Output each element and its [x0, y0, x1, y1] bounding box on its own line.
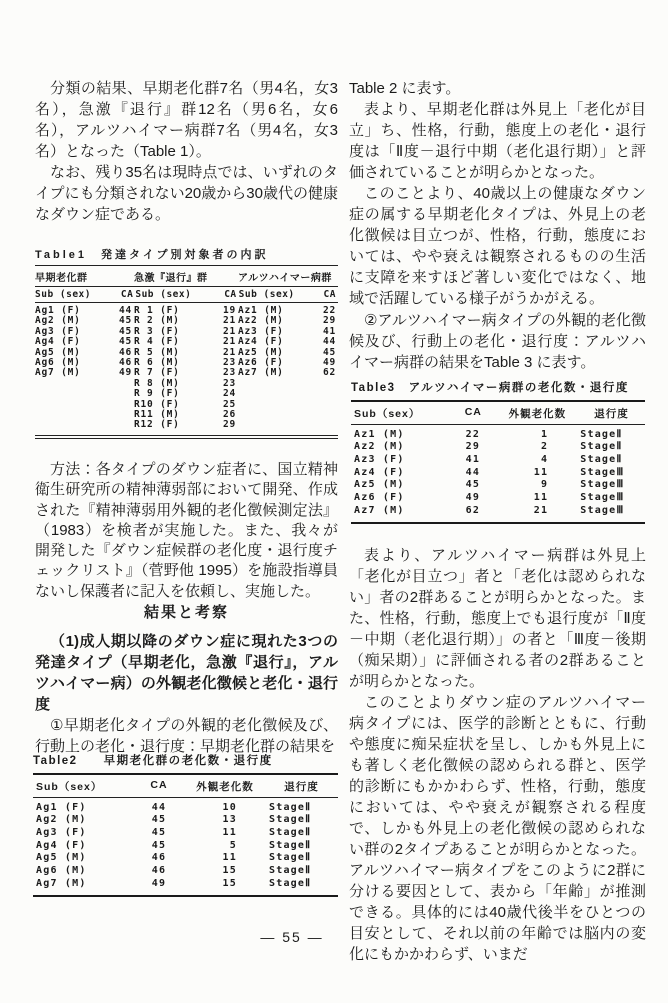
table-cell-sub: R 6 (M)	[134, 357, 180, 369]
table-cell-sub: Az6 (F)	[238, 357, 284, 369]
table-cell-stage: StageⅡ	[580, 441, 623, 453]
table-row	[351, 467, 645, 480]
table1-title: Table1 発達タイプ別対象者の内訳	[35, 249, 269, 261]
table1-subheader-row	[35, 287, 338, 303]
table-cell-ca: 24	[222, 388, 236, 400]
table-cell-ca: 29	[465, 441, 481, 453]
table-cell-ca: 23	[222, 357, 236, 369]
table-cell-sub: Ag4 (F)	[35, 336, 81, 348]
table-cell-sub: Az5 (M)	[238, 346, 284, 358]
column-header-sub: Sub (sex)	[135, 289, 192, 300]
table-cell-ca: 22	[322, 305, 336, 316]
table-cell-ca: 62	[465, 504, 481, 516]
table-cell-ca: 45	[465, 479, 481, 491]
table-cell-sub: Az1 (M)	[238, 305, 284, 316]
table-cell-ca: 45	[151, 839, 167, 851]
table-cell-sub: Az2 (M)	[354, 441, 405, 453]
table-cell-sub: R 7 (F)	[134, 367, 180, 379]
table-cell-aging-count: 21	[533, 504, 549, 516]
table-cell-ca: 45	[118, 315, 132, 327]
table-cell-sub: R12 (F)	[134, 419, 180, 431]
table-row	[351, 441, 645, 454]
table-cell-ca: 21	[222, 315, 236, 327]
column-header-sub: Sub (sex)	[238, 289, 295, 300]
table-cell-sub: Ag5 (M)	[35, 346, 81, 358]
table1-rows-early	[35, 303, 134, 435]
table-row	[33, 827, 338, 840]
table-cell-ca: 41	[465, 453, 481, 465]
method-paragraph: 方法：各タイプのダウン症者に、国立精神衛生研究所の精神薄弱部において開発、作成された『精神薄弱用外観的老化徴候測定法』（1983）を検者が実施した。また、我々が開発した『ダウン症候群の老化度・退行度チェックリスト』（菅野他 1995）を施設指導員ないし保護者に記入を依頼し、実施した。	[35, 461, 338, 600]
results-section-heading: 結果と考察	[143, 604, 229, 621]
table-cell-stage: StageⅡ	[269, 826, 312, 838]
table-cell-sub: Az2 (M)	[238, 315, 284, 327]
table-cell-sub: R 5 (M)	[134, 346, 180, 358]
column-header-ca: CA	[323, 289, 336, 300]
table-cell-ca: 49	[151, 877, 167, 889]
table-row	[351, 479, 645, 492]
table3	[351, 379, 645, 524]
table-cell-stage: StageⅡ	[580, 453, 623, 465]
table-cell-ca: 23	[222, 367, 236, 379]
table-cell-aging-count: 11	[222, 826, 237, 838]
table-cell-sub: R10 (F)	[134, 398, 180, 410]
table-cell-stage: StageⅢ	[580, 466, 625, 478]
table-cell-sub: Ag2 (M)	[35, 315, 81, 327]
table-cell-ca: 45	[118, 336, 132, 348]
table-cell-aging-count: 4	[541, 453, 549, 465]
table-cell-sub: R 2 (M)	[134, 315, 180, 327]
table-cell-stage: StageⅡ	[269, 852, 312, 864]
table2-rows	[33, 798, 338, 895]
table-cell-ca: 49	[322, 357, 336, 369]
table-cell-sub: Ag7 (M)	[36, 877, 87, 889]
table-cell-aging-count: 1	[541, 428, 549, 440]
table2-rule-bottom	[33, 895, 338, 897]
table-cell-ca: 21	[222, 336, 236, 348]
table-row	[351, 505, 645, 518]
table1-subheader-alzheimer	[239, 287, 338, 303]
table3-rows	[351, 425, 645, 522]
alzheimer-analysis-paragraph-2: このことよりダウン症のアルツハイマー病タイプには、医学的診断とともに、行動や態度に痴呆症状を呈し、しかも外見上にも著しく老化徴候の認められる群と、医学的診断にもかかわらず、性格，行動，態度においては、やや衰えが観察される程度で、しかも外見上の老化徴候の認められない群の2タイプあることが明らかとなった。アルツハイマー病タイプをこのように2群に分ける要因として、表から「年齢」が推測できる。具体的には40歳代後半をひとつの目安として、それ以前の年齢では脳内の変化にもかかわらず、いまだ	[349, 694, 646, 963]
table-cell-aging-count: 11	[533, 466, 549, 478]
column-header-ca: CA	[120, 289, 134, 300]
table-cell-sub: Ag3 (F)	[36, 826, 87, 838]
table-cell-sub: Az7 (M)	[238, 367, 284, 379]
left-column-intro	[35, 78, 338, 225]
continuation-paragraph: Table 2 に表す。	[349, 80, 461, 97]
alzheimer-analysis-paragraph-1: 表より、アルツハイマー病群は外見上「老化が目立つ」者と「老化は認められない」者の2群あることが明らかとなった。また、性格，行動，態度上でも退行度が「Ⅱ度－中期（老化退行期）」の者と「Ⅲ度－後期（痴呆期）」に評価される者の2群あることが明らかとなった。	[349, 547, 646, 690]
page-number: — 55 —	[260, 929, 324, 945]
table-row	[134, 420, 238, 430]
table-cell-sub: Az3 (F)	[238, 325, 284, 337]
table-cell-aging-count: 11	[533, 492, 549, 504]
result-type-heading-paragraph: （1)成人期以降のダウン症に現れた3つの発達タイプ（早期老化，急激『退行』，アルツハイマー病）の外観老化徴候と老化・退行度	[35, 633, 338, 713]
table-cell-sub: Az4 (F)	[354, 466, 405, 478]
table-cell-ca: 45	[322, 346, 336, 358]
table-cell-aging-count: 13	[222, 814, 237, 826]
table-row	[33, 814, 338, 827]
table-row	[351, 492, 645, 505]
table-cell-ca: 46	[118, 346, 132, 358]
table-cell-sub: Ag7 (M)	[35, 367, 81, 379]
column-header-regression-stage: 退行度	[594, 407, 629, 420]
column-header-aging-count: 外観老化数	[508, 407, 567, 420]
table-cell-stage: StageⅡ	[269, 839, 312, 851]
table1-group-name-regression: 急激『退行』群	[134, 272, 208, 284]
table1-group-name-alzheimer: アルツハイマー病群	[238, 272, 332, 284]
column-header-ca: CA	[150, 778, 168, 791]
column-header-ca: CA	[464, 405, 482, 418]
intro-paragraph-1: 分類の結果、早期老化群7名（男4名，女3名），急激『退行』群12名（男6名，女6名），アルツハイマー病群7名（男4名，女3名）となった（Table 1）。	[35, 80, 338, 160]
table-cell-ca: 46	[151, 852, 167, 864]
table2-title: Table2 早期老化群の老化数・退行度	[33, 755, 273, 767]
table-cell-aging-count: 9	[541, 479, 549, 491]
table-row	[33, 852, 338, 865]
table3-header-row	[351, 402, 645, 424]
table1	[35, 246, 338, 439]
table-cell-ca: 41	[322, 325, 336, 337]
table-cell-stage: StageⅢ	[580, 479, 625, 491]
table1-subheader-regression	[135, 287, 238, 303]
table-cell-ca: 22	[465, 428, 481, 440]
right-column-bottom	[349, 545, 646, 965]
table-cell-aging-count: 2	[541, 441, 549, 453]
table-row	[33, 878, 338, 891]
column-header-ca: CA	[224, 289, 237, 300]
table-cell-ca: 45	[118, 325, 132, 337]
table-cell-ca: 26	[222, 409, 236, 421]
table-cell-sub: R 3 (F)	[134, 325, 180, 337]
table-cell-sub: R11 (M)	[134, 409, 180, 421]
table-cell-sub: R 4 (F)	[134, 336, 180, 348]
table-cell-ca: 49	[465, 492, 481, 504]
table-cell-sub: Ag2 (M)	[36, 814, 87, 826]
table-cell-sub: Ag6 (M)	[35, 357, 81, 369]
left-column-results	[35, 631, 338, 757]
table-cell-aging-count: 11	[222, 852, 237, 864]
table-cell-stage: StageⅡ	[269, 801, 312, 813]
table-cell-ca: 23	[222, 377, 236, 389]
table-cell-sub: Ag3 (F)	[35, 325, 81, 337]
table-row	[351, 454, 645, 467]
table-cell-ca: 46	[151, 865, 167, 877]
right-column-top	[349, 78, 646, 309]
table1-group-name-early: 早期老化群	[35, 272, 88, 284]
table-cell-ca: 44	[465, 466, 481, 478]
table-cell-sub: Az5 (M)	[354, 479, 405, 491]
table-cell-ca: 46	[118, 357, 132, 369]
table-cell-ca: 29	[222, 419, 236, 431]
table1-subheader-early	[35, 287, 135, 303]
table2	[33, 752, 338, 897]
table-row	[33, 802, 338, 815]
table-cell-sub: Ag6 (M)	[36, 865, 87, 877]
left-column-method	[35, 460, 338, 602]
right-column-alzheimer-intro	[349, 310, 646, 373]
alzheimer-type-paragraph: ②アルツハイマー病タイプの外観的老化徴候及び、行動上の老化・退行度：アルツハイマー病群の結果をTable 3 に表す。	[349, 312, 646, 371]
table-row	[238, 368, 338, 378]
table-cell-stage: StageⅡ	[269, 865, 312, 877]
table1-rule-bottom	[35, 435, 338, 440]
table1-data-band	[35, 303, 338, 435]
table1-rows-alzheimer	[238, 303, 338, 435]
table1-group-header-row	[35, 266, 338, 286]
table1-rows-regression	[134, 303, 238, 435]
column-header-regression-stage: 退行度	[284, 780, 319, 793]
table-cell-stage: StageⅡ	[580, 428, 623, 440]
table-cell-sub: Az6 (F)	[354, 492, 405, 504]
table-cell-ca: 21	[222, 346, 236, 358]
early-aging-analysis-paragraph-1: 表より、早期老化群は外見上「老化が目立」ち、性格，行動，態度上の老化・退行度は「Ⅱ度－退行中期（老化退行期）」と評価されていることが明らかとなった。	[349, 101, 646, 181]
table-cell-aging-count: 15	[222, 865, 237, 877]
early-aging-analysis-paragraph-2: このことより、40歳以上の健康なダウン症の属する早期老化タイプは、外見上の老化徴候は目立つが、性格，行動，態度においては、やや衰えは観察されるものの生活に支障を来すほど著しい変化ではなく、地域で活躍している様子がうかがえる。	[349, 185, 646, 307]
column-header-sub: Sub（sex）	[36, 780, 103, 793]
column-header-sub: Sub (sex)	[35, 289, 91, 300]
table-cell-ca: 49	[118, 367, 132, 379]
table-cell-sub: Az1 (M)	[354, 428, 405, 440]
table-row	[35, 368, 134, 378]
column-header-aging-count: 外観老化数	[196, 780, 254, 793]
table-cell-ca: 21	[222, 325, 236, 337]
table-cell-sub: Az3 (F)	[354, 453, 405, 465]
table-cell-aging-count: 10	[222, 801, 237, 813]
early-aging-result-paragraph: ①早期老化タイプの外観的老化徴候及び、行動上の老化・退行度：早期老化群の結果を	[35, 717, 338, 755]
table-cell-ca: 29	[322, 315, 336, 327]
table3-rule-bottom	[351, 522, 645, 524]
table-cell-stage: StageⅢ	[580, 504, 625, 516]
table-cell-sub: R 9 (F)	[134, 388, 180, 400]
table-cell-aging-count: 5	[229, 839, 237, 851]
table-cell-sub: Ag1 (F)	[36, 801, 87, 813]
table-cell-sub: Az7 (M)	[354, 504, 405, 516]
table-cell-sub: Ag4 (F)	[36, 839, 87, 851]
table-row	[351, 429, 645, 442]
table-cell-sub: R 8 (M)	[134, 377, 180, 389]
table-cell-ca: 62	[322, 367, 336, 379]
table-cell-sub: R 1 (F)	[134, 305, 180, 316]
table-cell-stage: StageⅡ	[269, 814, 312, 826]
table-row	[33, 840, 338, 853]
table-cell-sub: Az4 (F)	[238, 336, 284, 348]
table-cell-ca: 44	[322, 336, 336, 348]
table-cell-ca: 19	[222, 305, 236, 316]
table-cell-sub: Ag5 (M)	[36, 852, 87, 864]
table-cell-ca: 45	[151, 814, 167, 826]
table3-title: Table3 アルツハイマー病群の老化数・退行度	[351, 382, 629, 394]
column-header-sub: Sub（sex）	[354, 407, 421, 420]
table-cell-ca: 44	[151, 801, 167, 813]
table-row	[33, 865, 338, 878]
table-cell-sub: Ag1 (F)	[35, 305, 81, 316]
table-cell-aging-count: 15	[222, 877, 237, 889]
intro-paragraph-2: なお、残り35名は現時点では、いずれのタイプにも分類されない20歳から30歳代の健康なダウン症である。	[35, 164, 338, 223]
table-cell-stage: StageⅢ	[580, 492, 625, 504]
table-cell-stage: StageⅡ	[269, 877, 312, 889]
table-cell-ca: 25	[222, 398, 236, 410]
table-cell-ca: 44	[118, 305, 132, 316]
table-cell-ca: 45	[151, 826, 167, 838]
table2-header-row	[33, 775, 338, 797]
